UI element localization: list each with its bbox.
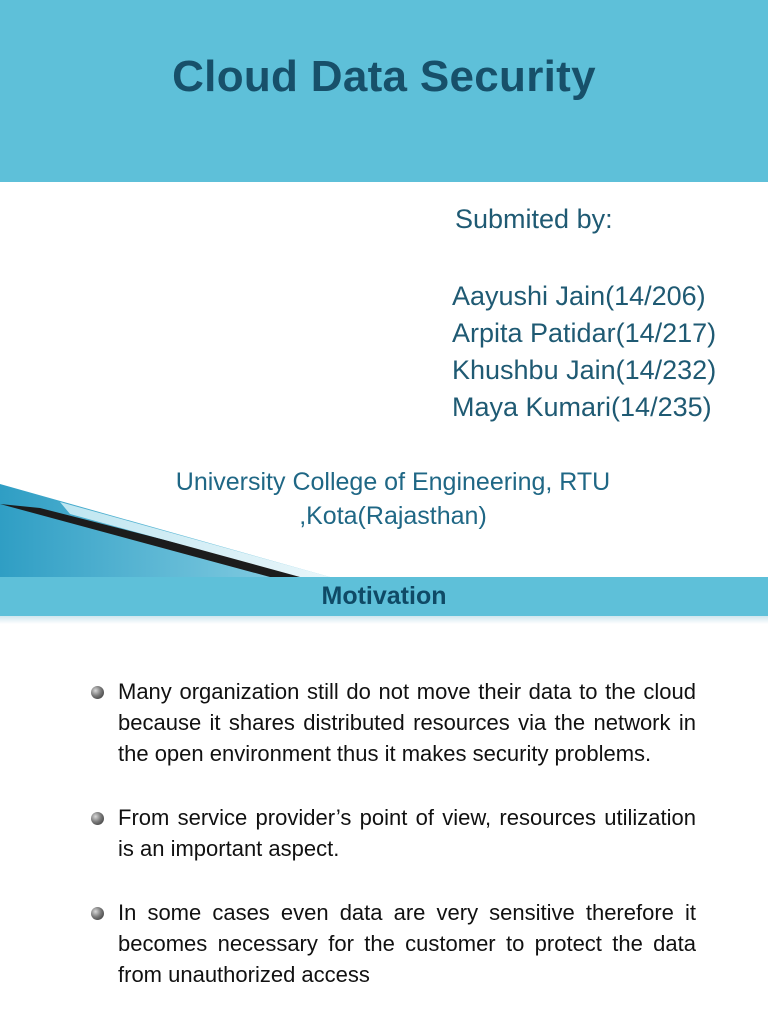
bullet-list: [88, 676, 696, 990]
affiliation-line: ,Kota(Rajasthan): [299, 502, 487, 530]
slide-title: Cloud Data Security: [172, 52, 596, 101]
author-item: Aayushi Jain(14/206): [452, 281, 706, 311]
affiliation-line: University College of Engineering, RTU: [175, 468, 611, 496]
author-item: Arpita Patidar(14/217): [452, 318, 717, 348]
author-item: Khushbu Jain(14/232): [452, 355, 717, 385]
section-title: Motivation: [321, 582, 447, 610]
bullet-icon: [91, 812, 104, 825]
list-item: [88, 897, 696, 990]
list-item: [88, 802, 696, 864]
bullet-icon: [91, 907, 104, 920]
author-list: [452, 278, 716, 426]
author-item: Maya Kumari(14/235): [452, 392, 712, 422]
divider: [0, 616, 768, 624]
affiliation: [0, 465, 768, 533]
bullet-text: Many organization still do not move their data to the cloud because it shares distributed resources via the network in the open environment thus it makes security problems.: [118, 679, 696, 766]
bullet-text: From service provider’s point of view, resources utilization is an important aspect.: [118, 805, 696, 861]
list-item: [88, 676, 696, 769]
submitted-by-label: Submited by:: [455, 204, 613, 234]
bullet-text: In some cases even data are very sensitive therefore it becomes necessary for the customer to protect the data from unauthorized access: [118, 900, 696, 987]
bullet-icon: [91, 686, 104, 699]
